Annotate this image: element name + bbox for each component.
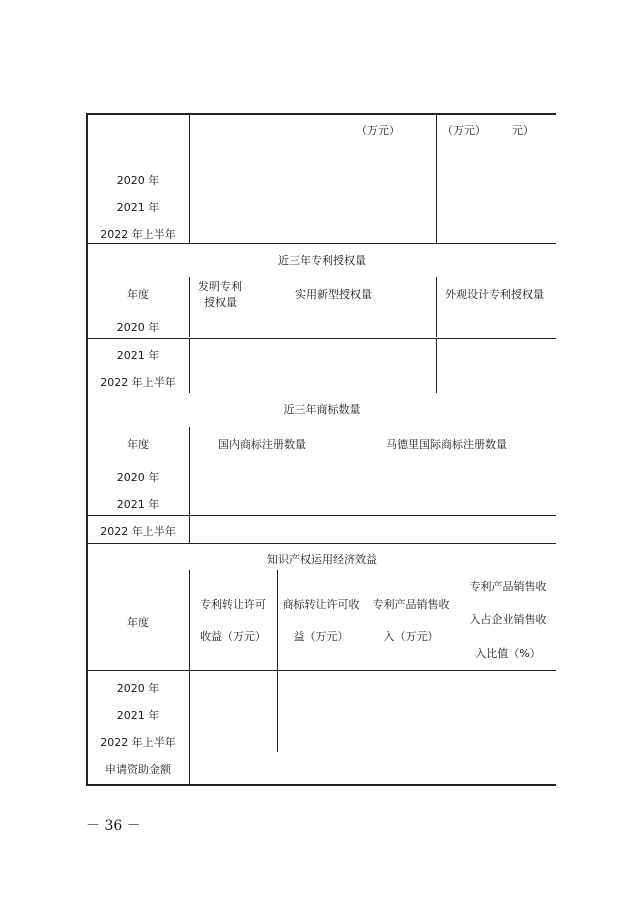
column-header: 入占企业销售收 [469, 613, 547, 626]
year-cell: 2020 年 [116, 682, 160, 695]
row-divider [86, 515, 556, 516]
funding-label: 申请资助金额 [105, 763, 171, 776]
section-title: 知识产权运用经济效益 [267, 553, 377, 566]
unit-header: （万元） [442, 124, 486, 137]
table-left-border [86, 113, 88, 786]
col-divider [189, 427, 190, 515]
col-divider [189, 670, 190, 784]
column-header: 入（万元） [383, 630, 439, 643]
column-header: 外观设计专利授权量 [445, 288, 544, 301]
col-divider [189, 277, 190, 337]
column-header: 入比值（%） [475, 647, 541, 660]
col-divider [436, 277, 437, 337]
table-top-border [86, 113, 556, 115]
row-divider [86, 243, 556, 244]
year-cell: 2022 年上半年 [100, 228, 176, 241]
column-header: 益（万元） [293, 630, 349, 643]
unit-header: （万元） [356, 124, 400, 137]
col-divider [436, 338, 437, 393]
section-title: 近三年专利授权量 [278, 254, 366, 267]
column-header: 国内商标注册数量 [218, 438, 306, 451]
col-divider [436, 113, 437, 243]
column-header: 年度 [127, 288, 149, 301]
col-divider [189, 515, 190, 543]
year-cell: 2021 年 [116, 709, 160, 722]
column-header: 发明专利 [198, 280, 242, 293]
column-header: 专利转让许可 [200, 598, 266, 611]
column-header: 实用新型授权量 [295, 288, 372, 301]
column-header: 专利产品销售收 [372, 598, 450, 611]
col-divider [189, 570, 190, 670]
column-header: 马德里国际商标注册数量 [386, 438, 507, 451]
year-cell: 2021 年 [116, 498, 160, 511]
row-divider [86, 670, 556, 671]
year-cell: 2022 年上半年 [100, 736, 176, 749]
table-bottom-border [86, 784, 556, 786]
year-cell: 2021 年 [116, 349, 160, 362]
column-header: 授权量 [204, 296, 237, 309]
year-cell: 2020 年 [116, 174, 160, 187]
row-divider [86, 338, 556, 339]
unit-header: 元） [512, 124, 534, 137]
row-divider [86, 543, 556, 544]
section-title: 近三年商标数量 [283, 403, 361, 416]
column-header: 年度 [127, 616, 149, 629]
page-number: － 36 － [86, 818, 141, 834]
column-header: 收益（万元） [200, 630, 266, 643]
col-divider [189, 338, 190, 393]
column-header: 专利产品销售收 [469, 580, 547, 593]
year-cell: 2020 年 [116, 321, 160, 334]
col-divider [277, 670, 278, 752]
year-cell: 2020 年 [116, 471, 160, 484]
year-cell: 2022 年上半年 [100, 376, 176, 389]
column-header: 年度 [127, 438, 149, 451]
year-cell: 2022 年上半年 [100, 525, 176, 538]
col-divider [189, 113, 190, 243]
col-divider [277, 570, 278, 670]
column-header: 商标转让许可收 [282, 598, 360, 611]
year-cell: 2021 年 [116, 201, 160, 214]
